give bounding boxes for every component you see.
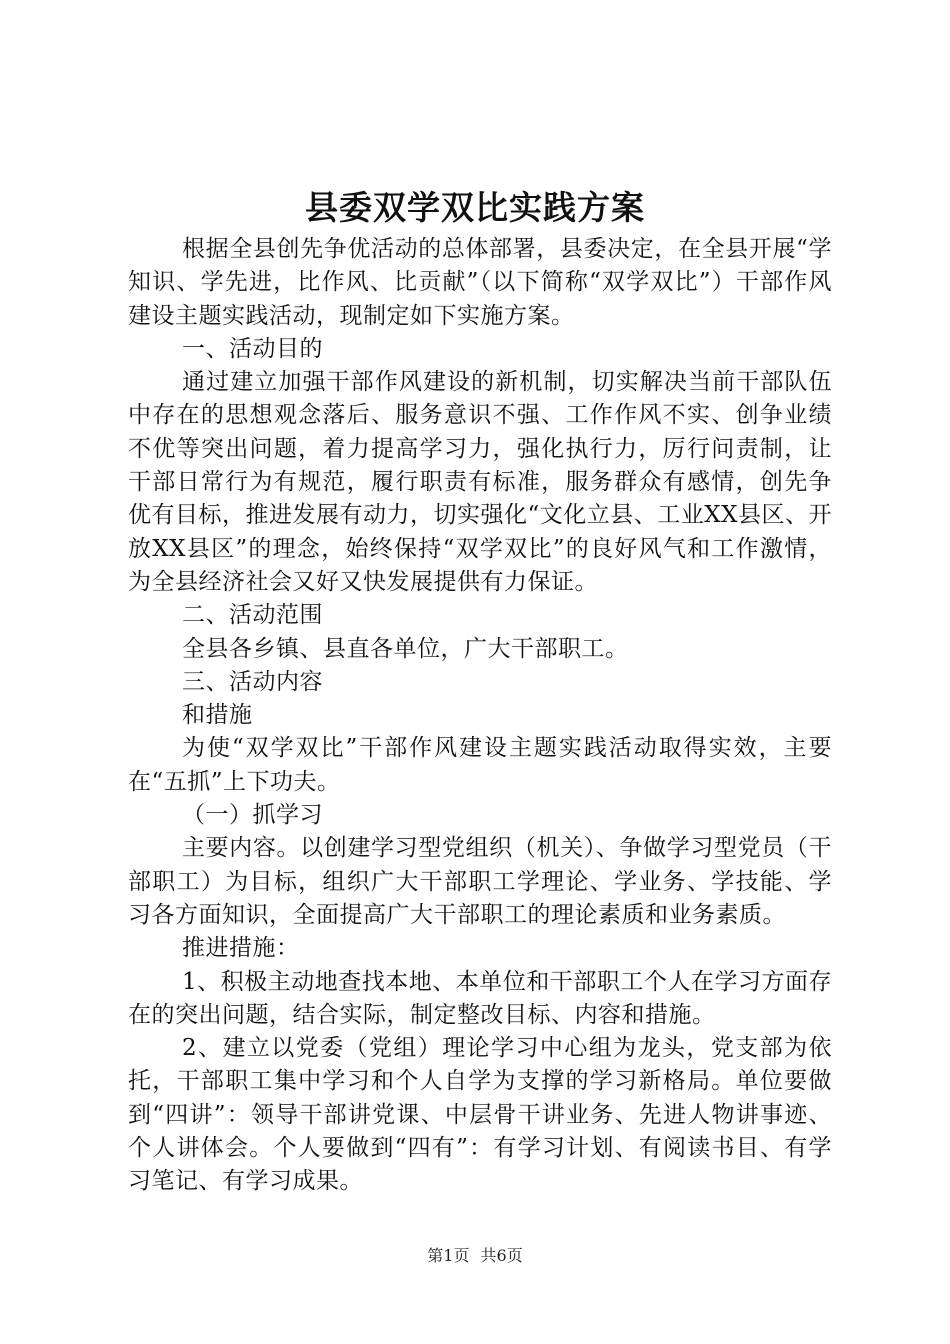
heading-section-3: 三、活动内容	[182, 668, 323, 695]
page-number: 第1页	[427, 1246, 470, 1265]
document-title: 县委双学双比实践方案	[305, 188, 645, 227]
heading-measures: 推进措施：	[182, 935, 300, 962]
page-total: 共6页	[480, 1246, 523, 1265]
heading-section-1: 一、活动目的	[182, 335, 323, 362]
document-body	[128, 233, 832, 1199]
paragraph-intro: 根据全县创先争优活动的总体部署，县委决定，在全县开展“学知识、学先进，比作风、比贡献”（以下简称“双学双比”）干部作风建设主题实践活动，现制定如下实施方案。	[128, 236, 832, 329]
heading-section-3-cont: 和措施	[182, 702, 253, 729]
paragraph-measure-2: 2、建立以党委（党组）理论学习中心组为龙头，党支部为依托，干部职工集中学习和个人自学为支撑的学习新格局。单位要做到“四讲”：领导干部讲党课、中层骨干讲业务、先进人物讲事迹、个人讲体会。个人要做到“四有”：有学习计划、有阅读书目、有学习笔记、有学习成果。	[128, 1035, 832, 1195]
heading-subsection-1: （一）抓学习	[182, 802, 323, 829]
paragraph-purpose: 通过建立加强干部作风建设的新机制，切实解决当前干部队伍中存在的思想观念落后、服务意识不强、工作作风不实、创争业绩不优等突出问题，着力提高学习力，强化执行力，厉行问责制，让干部日常行为有规范，履行职责有标准，服务群众有感情，创先争优有目标，推进发展有动力，切实强化“文化立县、工业XX县区、开放XX县区”的理念，始终保持“双学双比”的良好风气和工作激情，为全县经济社会又好又快发展提供有力保证。	[128, 369, 833, 595]
paragraph-measure-1: 1、积极主动地查找本地、本单位和干部职工个人在学习方面存在的突出问题，结合实际，制定整改目标、内容和措施。	[128, 968, 832, 1028]
heading-section-2: 二、活动范围	[182, 602, 323, 629]
paragraph-main-content: 主要内容。以创建学习型党组织（机关）、争做学习型党员（干部职工）为目标，组织广大干部职工学理论、学业务、学技能、学习各方面知识，全面提高广大干部职工的理论素质和业务素质。	[128, 835, 832, 928]
page-footer	[0, 1245, 950, 1267]
paragraph-scope: 全县各乡镇、县直各单位，广大干部职工。	[182, 635, 629, 662]
paragraph-content-intro: 为使“双学双比”干部作风建设主题实践活动取得实效，主要在“五抓”上下功夫。	[128, 735, 832, 795]
